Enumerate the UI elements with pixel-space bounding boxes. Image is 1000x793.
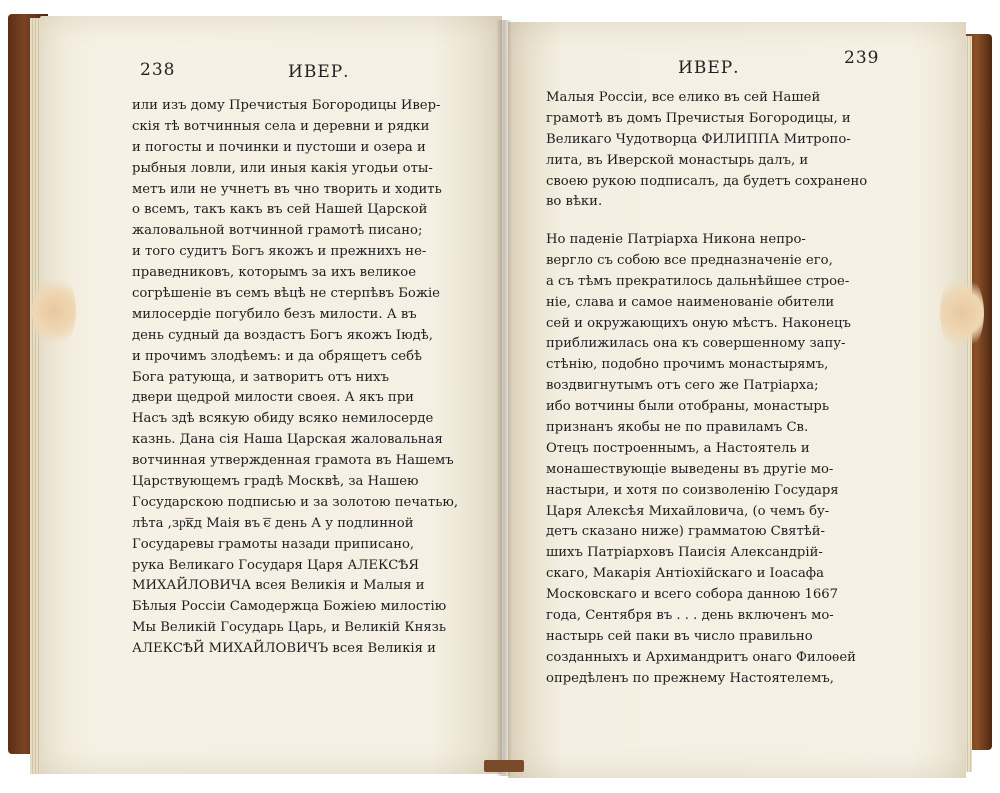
left-page-text-line: метъ или не учнетъ въ чно творить и ходить [132,181,442,197]
left-page-text-line: день судный да воздастъ Богъ якожъ Іюдѣ, [132,327,433,343]
left-page-text-line: АЛЕКСѢЙ МИХАЙЛОВИЧЪ всея Великія и [132,641,436,657]
left-page-stain [32,271,76,351]
left-page-text-line: и погосты и починки и пустоши и озера и [132,139,426,155]
book-gutter [496,20,512,776]
right-page-paragraph-2-line: ніе, слава и самое наименованіе обители [546,294,835,310]
right-page-paragraph-2-line: опредѣленъ по прежнему Настоятелемъ, [546,670,834,686]
left-page-number: 238 [140,60,176,80]
left-page-text-line: и того судитъ Богъ якожъ и прежнихъ не- [132,244,427,260]
right-page-paragraph-2-line: созданныхъ и Архимандритъ онаго Филоѳей [546,649,856,665]
left-page [40,16,502,774]
left-page-text-line: казнь. Дана сія Наша Царская жаловальная [132,432,443,448]
right-page-paragraph-2-line: вергло съ собою все предназначеніе его, [546,252,833,268]
left-page-text-line: милосердіе погубило безъ милости. А въ [132,306,417,322]
left-page-text-line: праведниковъ, которымъ за ихъ великое [132,265,417,281]
left-page-text-line: Мы Великій Государь Царь, и Великій Князь [132,620,447,636]
right-page-paragraph-2-line: Царя Алексѣя Михайловича, (о чемъ бу- [546,503,830,519]
left-page-text-line: рука Великаго Государя Царя АЛЕКСѢЯ [132,557,419,573]
right-page-paragraph-1-line: Малыя Россіи, все елико въ сей Нашей [546,90,821,105]
right-page-paragraph-1-line: во вѣки. [546,194,603,210]
left-page-text-line: Насъ здѣ всякую обиду всяко немилосерде [132,411,434,427]
left-page-text-line: Царствующемъ градѣ Москвѣ, за Нашею [132,474,419,490]
right-page-paragraph-2-line: Московскаго и всего собора данною 1667 [546,587,839,603]
right-page-paragraph-1-line: своею рукою подписалъ, да будетъ сохранено [546,173,868,189]
right-page-paragraph-2-line: а съ тѣмъ прекратилось дальнѣйшее строе- [546,273,850,289]
right-page [508,22,966,778]
right-page-paragraph-1-line: грамотѣ въ домъ Пречистыя Богородицы, и [546,110,851,126]
left-page-text-line: Бѣлыя Россіи Самодержца Божіею милостію [132,599,447,615]
left-page-text-line: двери щедрой милости своея. А якъ при [132,390,414,406]
right-page-paragraph-2-line: настырь сей паки въ число правильно [546,628,813,644]
left-page-text [132,96,458,660]
right-page-paragraph-2-line: стѣнію, подобно прочимъ монастырямъ, [546,357,829,373]
left-page-text-line: скія тѣ вотчинныя села и деревни и рядки [132,118,430,134]
right-page-paragraph-2-line: шихъ Патріарховъ Паисія Александрій- [546,545,823,561]
right-page-paragraph-2-line: ибо вотчины были отобраны, монастырь [546,399,830,415]
right-page-number: 239 [844,48,880,68]
right-page-paragraph-2-line: Отецъ построеннымъ, а Настоятель и [546,440,810,456]
right-page-paragraph-2-line: настыри, и хотя по соизволенію Государя [546,482,839,498]
right-page-stain [940,272,984,354]
right-page-paragraph-2-line: скаго, Макарія Антіохійскаго и Іоасафа [546,566,824,582]
right-page-paragraph-2-line: воздвигнутымъ отъ сего же Патріарха; [546,378,819,394]
right-page-paragraph-2-line: приближилась она къ совершенному запу- [546,336,846,352]
left-page-text-line: вотчинная утвержденная грамота въ Нашемъ [132,453,454,469]
left-page-text-line: Государевы грамоты назади приписано, [132,536,415,552]
left-page-text-line: согрѣшеніе въ семъ вѣцѣ не стерпѣвъ Божіе [132,286,440,302]
right-page-paragraph-2-line: признанъ якобы не по правиламъ Св. [546,420,809,436]
right-page-paragraph-2-line: монашествующіе выведены въ другіе мо- [546,461,834,477]
right-page-paragraph-1-line: лита, въ Иверской монастырь далъ, и [546,152,809,168]
left-page-text-line: или изъ дому Пречистыя Богородицы Ивер- [132,98,441,113]
right-page-paragraph-2-line: сей и окружающихъ оную мѣстъ. Наконецъ [546,315,851,331]
right-page-paragraph-2-line: детъ сказано ниже) грамматою Святѣй- [546,524,825,540]
right-page-paragraph-1-line: Великаго Чудотворца ФИЛИППА Митропо- [546,131,851,147]
left-running-head: ИВЕР. [288,62,350,82]
left-page-text-line: лѣта ,зр͞кд Маія въ ͞є день А у подлинной [132,515,414,531]
left-page-text-line: Бога ратующа, и затворитъ отъ нихъ [132,369,389,385]
left-page-text-line: МИХАЙЛОВИЧА всея Великія и Малыя и [132,578,425,594]
left-page-text-line: о всемъ, такъ какъ въ сей Нашей Царской [132,202,428,218]
right-page-paragraph-2-line: Но паденіе Патріарха Никона непро- [546,232,806,247]
left-page-text-line: жаловальной вотчинной грамотѣ писано; [132,223,423,239]
right-page-paragraph-2 [546,230,856,690]
left-page-text-line: рыбныя ловли, или иныя какія угодьи оты- [132,160,433,176]
right-page-paragraph-2-line: года, Сентября въ . . . день включенъ мо- [546,608,834,624]
spine-tab [484,760,524,772]
left-page-text-line: Государскою подписью и за золотою печатью, [132,494,459,510]
left-page-text-line: и прочимъ злодѣемъ: и да обрящетъ себѣ [132,348,422,364]
right-running-head: ИВЕР. [678,58,740,78]
right-page-paragraph-1 [546,88,867,213]
